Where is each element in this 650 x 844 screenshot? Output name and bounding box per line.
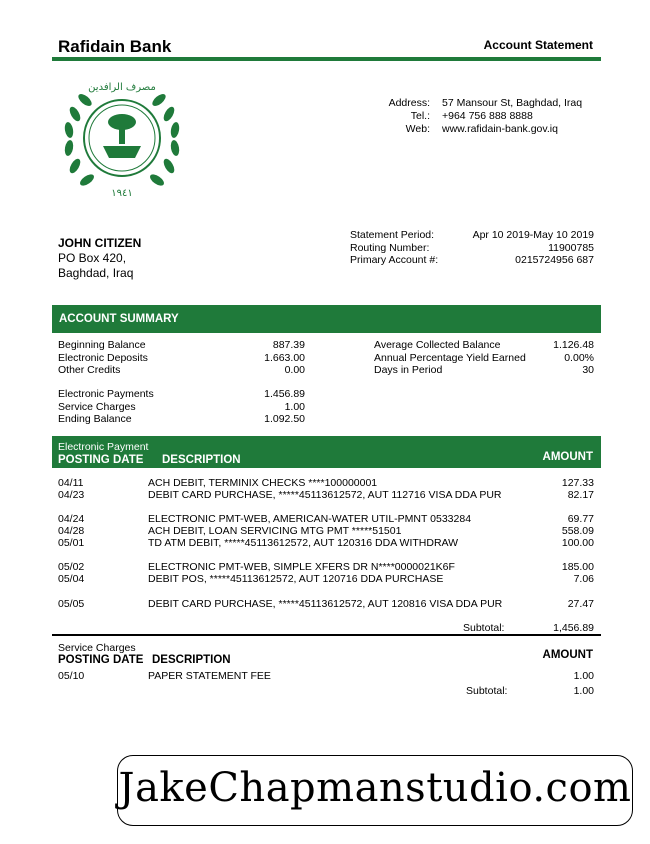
summary-left-block: [58, 339, 305, 377]
column-header-date: POSTING DATE: [58, 654, 144, 666]
service-charge-group: [58, 670, 594, 682]
summary-row: [58, 413, 305, 426]
column-header-description: DESCRIPTION: [162, 454, 241, 466]
document-title: Account Statement: [483, 38, 593, 52]
statement-info: [350, 229, 594, 267]
bank-contact-block: [360, 97, 582, 136]
contact-label: Tel.:: [410, 110, 430, 122]
summary-row: [374, 364, 594, 377]
summary-right-block: [374, 339, 594, 377]
transaction-date: 04/23: [58, 489, 85, 501]
transaction-group: [58, 513, 594, 549]
contact-value: www.rafidain-bank.gov.iq: [442, 123, 558, 135]
summary-label: Other Credits: [58, 364, 121, 376]
watermark-text: JakeChapmanstudio.com: [118, 765, 632, 811]
transaction-row: [58, 525, 594, 537]
summary-label: Days in Period: [374, 364, 443, 376]
column-header-date: POSTING DATE: [58, 454, 144, 466]
transaction-amount: 185.00: [561, 561, 594, 573]
transaction-row: [58, 537, 594, 549]
transaction-date: 05/10: [58, 670, 85, 682]
transaction-description: ACH DEBIT, TERMINIX CHECKS ****100000001: [148, 477, 378, 489]
transaction-description: DEBIT CARD PURCHASE, *****45113612572, AUT 120816 VISA DDA PUR: [148, 598, 503, 610]
seal-year-text: ١٩٤١: [111, 188, 133, 199]
payments-header: [52, 436, 601, 468]
transaction-row: [58, 573, 594, 585]
summary-value: 1.456.89: [264, 388, 305, 400]
statement-value: Apr 10 2019-May 10 2019: [472, 229, 594, 241]
section-title: Electronic Payment: [58, 441, 149, 453]
header-divider: [52, 57, 601, 61]
service-charges-title: Service Charges: [58, 642, 136, 654]
section-title: ACCOUNT SUMMARY: [59, 313, 179, 325]
subtotal-label: Subtotal:: [466, 685, 508, 697]
summary-label: Beginning Balance: [58, 339, 146, 351]
transaction-group: [58, 598, 594, 610]
summary-row: [58, 401, 305, 414]
account-summary-header: [52, 305, 601, 333]
statement-value: 11900785: [548, 241, 594, 254]
transaction-date: 04/28: [58, 525, 85, 537]
section-divider: [52, 634, 601, 636]
statement-value: 0215724956 687: [515, 254, 594, 266]
statement-period: [350, 229, 594, 242]
summary-label: Ending Balance: [58, 413, 132, 425]
transaction-row: [58, 670, 594, 682]
subtotal-value: 1.00: [573, 685, 594, 697]
primary-account: [350, 254, 594, 267]
summary-value: 1.126.48: [553, 339, 594, 351]
transaction-amount: 100.00: [561, 537, 594, 549]
summary-row: [58, 352, 305, 365]
summary-value: 1.00: [284, 400, 305, 413]
transaction-row: [58, 489, 594, 501]
contact-value: 57 Mansour St, Baghdad, Iraq: [442, 97, 583, 109]
transaction-amount: 1.00: [573, 670, 594, 682]
transaction-date: 05/01: [58, 537, 85, 549]
summary-label: Electronic Payments: [58, 388, 154, 400]
transaction-amount: 558.09: [561, 525, 594, 537]
summary-value: 1.092.50: [264, 413, 305, 425]
customer-address-line: PO Box 420,: [58, 251, 127, 265]
contact-tel: [360, 110, 582, 123]
transaction-row: [58, 598, 594, 610]
transaction-amount: 7.06: [573, 573, 594, 585]
contact-label: Address:: [388, 97, 430, 109]
column-header-description: DESCRIPTION: [152, 654, 231, 666]
summary-value: 0.00%: [564, 351, 594, 364]
contact-label: Web:: [405, 123, 430, 135]
column-header-amount: AMOUNT: [542, 451, 593, 463]
statement-label: Statement Period:: [350, 229, 435, 241]
transaction-description: ELECTRONIC PMT-WEB, AMERICAN-WATER UTIL-PMNT 0533284: [148, 513, 472, 525]
summary-label: Service Charges: [58, 400, 136, 413]
transaction-amount: 27.47: [567, 598, 594, 610]
subtotal-label: Subtotal:: [463, 622, 505, 634]
summary-label: Annual Percentage Yield Earned: [374, 351, 526, 364]
transaction-date: 04/24: [58, 513, 85, 525]
bank-name: Rafidain Bank: [58, 37, 172, 56]
summary-left-block-2: [58, 388, 305, 426]
transaction-description: PAPER STATEMENT FEE: [148, 670, 271, 682]
customer-address-line: Baghdad, Iraq: [58, 266, 134, 280]
transaction-date: 05/04: [58, 573, 85, 585]
transaction-amount: 69.77: [567, 513, 594, 525]
subtotal-value: 1,456.89: [553, 622, 594, 634]
seal-arabic-text: مصرف الرافدين: [88, 82, 156, 93]
summary-label: Electronic Deposits: [58, 351, 148, 364]
statement-label: Primary Account #:: [350, 254, 439, 266]
transaction-description: ACH DEBIT, LOAN SERVICING MTG PMT *****51501: [148, 525, 402, 537]
transaction-group: [58, 561, 594, 585]
bank-seal-logo: [55, 74, 190, 204]
transaction-row: [58, 513, 594, 525]
transaction-amount: 127.33: [561, 477, 594, 489]
transaction-description: TD ATM DEBIT, *****45113612572, AUT 120316 DDA WITHDRAW: [148, 537, 459, 549]
transaction-description: ELECTRONIC PMT-WEB, SIMPLE XFERS DR N****0000021K6F: [148, 561, 455, 573]
summary-row: [374, 339, 594, 352]
transaction-description: DEBIT POS, *****45113612572, AUT 120716 DDA PURCHASE: [148, 573, 444, 585]
summary-row: [58, 339, 305, 352]
transaction-description: DEBIT CARD PURCHASE, *****45113612572, AUT 112716 VISA DDA PUR: [148, 489, 502, 501]
summary-row: [374, 352, 594, 365]
transaction-row: [58, 477, 594, 489]
contact-web: [360, 123, 582, 136]
transaction-row: [58, 561, 594, 573]
customer-name: JOHN CITIZEN: [58, 236, 142, 250]
watermark-box: [117, 755, 633, 826]
transaction-date: 05/02: [58, 561, 85, 573]
transaction-group: [58, 477, 594, 501]
statement-label: Routing Number:: [350, 241, 430, 254]
transaction-amount: 82.17: [567, 489, 594, 501]
summary-label: Average Collected Balance: [374, 339, 501, 351]
column-header-amount: AMOUNT: [542, 649, 593, 661]
contact-address: [360, 97, 582, 110]
summary-row: [58, 364, 305, 377]
transaction-date: 04/11: [58, 477, 84, 489]
summary-row: [58, 388, 305, 401]
transaction-date: 05/05: [58, 598, 85, 610]
summary-value: 887.39: [272, 339, 305, 351]
contact-value: +964 756 888 8888: [442, 110, 533, 122]
summary-value: 30: [582, 364, 594, 376]
customer-address: [58, 236, 141, 281]
summary-value: 0.00: [284, 364, 305, 376]
routing-number: [350, 242, 594, 255]
summary-value: 1.663.00: [264, 351, 305, 364]
